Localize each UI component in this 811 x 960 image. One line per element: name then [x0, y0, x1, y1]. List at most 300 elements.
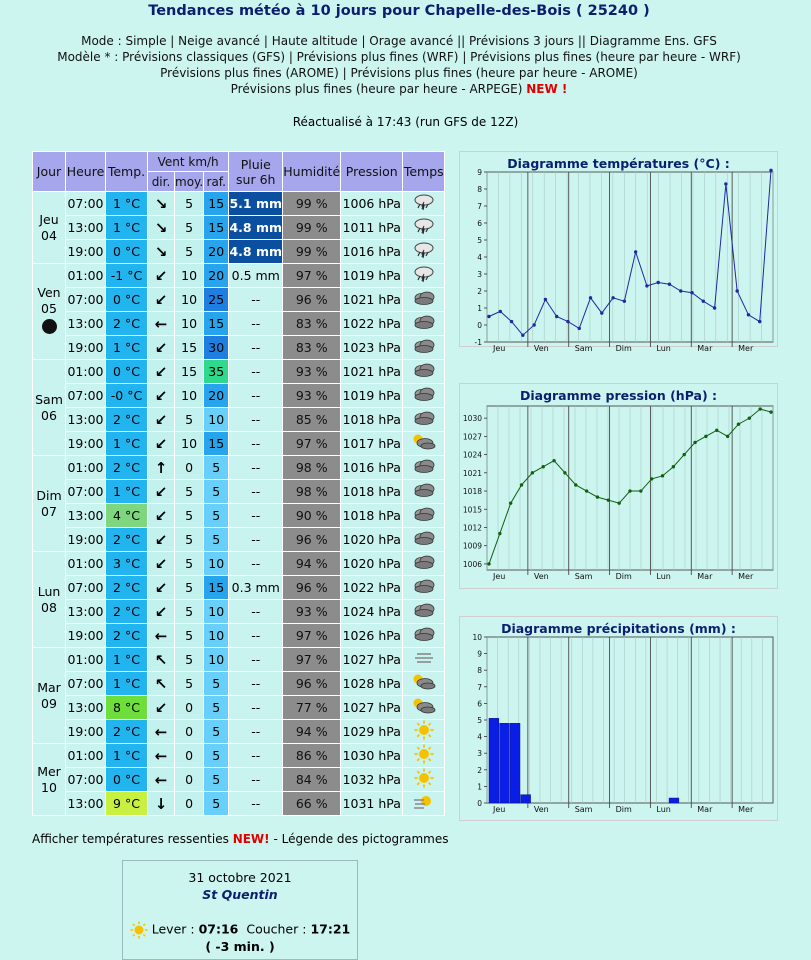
wind-gust-cell: 5 [204, 504, 229, 528]
wind-avg-cell: 5 [175, 600, 204, 624]
temp-cell: 2 °C [106, 408, 148, 432]
y-tick-label: 5 [477, 716, 482, 725]
fog-icon [403, 648, 445, 672]
y-tick-label: 1 [477, 782, 482, 792]
pressure-chart [459, 383, 778, 589]
wind-direction-icon: ↙ [148, 504, 175, 528]
model-wrf[interactable]: Prévisions plus fines (WRF) [296, 50, 459, 64]
x-tick-label: Ven [533, 572, 549, 581]
forecast-row [33, 336, 445, 360]
hour-cell: 01:00 [66, 360, 106, 384]
pressure-cell: 1020 hPa [341, 552, 403, 576]
temp-cell: 0 °C [106, 288, 148, 312]
x-tick-label: Dim [615, 805, 632, 814]
wind-gust-cell: 5 [204, 720, 229, 744]
humidity-cell: 96 % [283, 288, 341, 312]
y-tick-label: 2 [477, 287, 482, 296]
humidity-cell: 83 % [283, 312, 341, 336]
forecast-row [33, 408, 445, 432]
storm-icon [403, 192, 445, 216]
day-cell: Lun 08 [33, 552, 66, 648]
hour-cell: 13:00 [66, 696, 106, 720]
pressure-cell: 1021 hPa [341, 360, 403, 384]
wind-gust-cell: 30 [204, 336, 229, 360]
wind-gust-cell: 5 [204, 672, 229, 696]
col-raf: raf. [204, 172, 229, 192]
wind-avg-cell: 5 [175, 480, 204, 504]
wind-avg-cell: 0 [175, 768, 204, 792]
forecast-row [33, 216, 445, 240]
data-point [690, 291, 693, 294]
rain-cell: 5.1 mm [229, 192, 283, 216]
series-line [489, 170, 771, 335]
wind-avg-cell: 5 [175, 408, 204, 432]
forecast-row [33, 624, 445, 648]
wind-gust-cell: 15 [204, 192, 229, 216]
pressure-cell: 1023 hPa [341, 336, 403, 360]
data-point [715, 429, 718, 432]
rain-cell: -- [229, 312, 283, 336]
humidity-cell: 84 % [283, 768, 341, 792]
sun-cloud-icon [403, 696, 445, 720]
model-links-3 [0, 81, 798, 97]
humidity-cell: 94 % [283, 552, 341, 576]
y-tick-label: 1024 [462, 450, 482, 460]
wind-avg-cell: 10 [175, 264, 204, 288]
data-point [498, 532, 501, 535]
data-point [487, 562, 490, 565]
y-tick-label: 4 [477, 253, 482, 262]
wind-gust-cell: 25 [204, 288, 229, 312]
sun-icon [403, 720, 445, 744]
lever-label: Lever : [151, 921, 195, 937]
wind-avg-cell: 0 [175, 456, 204, 480]
x-tick-label: Ven [533, 805, 549, 814]
humidity-cell: 66 % [283, 792, 341, 816]
mode-links: Mode : Simple | Neige avancé | Haute altitude | Orage avancé || Prévisions 3 jours || Diagramme Ens. GFS [81, 34, 717, 48]
rain-cell: -- [229, 360, 283, 384]
footer-links [32, 832, 448, 846]
temp-cell: 2 °C [106, 624, 148, 648]
day-cell: Ven 05 [33, 264, 66, 360]
forecast-table [32, 151, 445, 816]
humidity-cell: 93 % [283, 360, 341, 384]
y-tick-label: 8 [477, 185, 482, 194]
wind-gust-cell: 5 [204, 696, 229, 720]
wind-direction-icon: ↙ [148, 552, 175, 576]
humidity-cell: 99 % [283, 240, 341, 264]
humidity-cell: 97 % [283, 264, 341, 288]
model-arpege-hourly[interactable]: Prévisions plus fines (heure par heure - ARPEGE) [230, 82, 523, 96]
pressure-cell: 1032 hPa [341, 768, 403, 792]
temp-cell: 1 °C [106, 216, 148, 240]
pressure-cell: 1011 hPa [341, 216, 403, 240]
x-tick-label: Lun [656, 572, 671, 581]
model-wrf-hourly[interactable]: Prévisions plus fines (heure par heure - WRF) [470, 50, 741, 64]
temp-cell: 0 °C [106, 360, 148, 384]
humidity-cell: 96 % [283, 576, 341, 600]
col-humidite: Humidité [283, 152, 341, 192]
humidity-cell: 97 % [283, 648, 341, 672]
x-tick-label: Mar [697, 344, 713, 353]
pressure-cell: 1018 hPa [341, 480, 403, 504]
hour-cell: 07:00 [66, 480, 106, 504]
pressure-cell: 1031 hPa [341, 792, 403, 816]
data-bar [489, 718, 499, 803]
mode-altitude[interactable]: Haute altitude [271, 34, 358, 48]
hour-cell: 07:00 [66, 192, 106, 216]
wind-avg-cell: 10 [175, 384, 204, 408]
forecast-row [33, 576, 445, 600]
chart-title: Diagramme pression (hPa) : [519, 388, 718, 403]
y-tick-label: 1009 [462, 541, 482, 551]
humidity-cell: 96 % [283, 672, 341, 696]
wind-avg-cell: 0 [175, 720, 204, 744]
forecast-row [33, 720, 445, 744]
rain-cell: -- [229, 624, 283, 648]
mode-orage[interactable]: Orage avancé [369, 34, 454, 48]
col-temps: Temps [403, 152, 445, 192]
data-point [758, 407, 761, 410]
wind-avg-cell: 0 [175, 696, 204, 720]
forecast-row [33, 792, 445, 816]
new-badge: NEW ! [526, 82, 568, 96]
cloud-icon [403, 456, 445, 480]
hour-cell: 13:00 [66, 504, 106, 528]
wind-gust-cell: 10 [204, 600, 229, 624]
hour-cell: 07:00 [66, 672, 106, 696]
pressure-cell: 1027 hPa [341, 696, 403, 720]
plot-frame [487, 172, 773, 342]
sun-icon [130, 921, 148, 939]
cloud-icon [403, 360, 445, 384]
data-point [737, 423, 740, 426]
data-point [672, 465, 675, 468]
coucher-label: Coucher : [246, 921, 307, 937]
col-dir: dir. [148, 172, 175, 192]
x-tick-label: Jeu [493, 344, 506, 353]
wind-gust-cell: 5 [204, 528, 229, 552]
temp-cell: -1 °C [106, 264, 148, 288]
col-pluie: Pluie sur 6h [229, 152, 283, 192]
x-tick-label: Jeu [493, 805, 506, 814]
forecast-row [33, 240, 445, 264]
x-tick-label: Lun [656, 805, 671, 814]
model-links-2: Prévisions plus fines (AROME) | Prévisions plus fines (heure par heure - AROME) [160, 66, 638, 80]
cloud-icon [403, 384, 445, 408]
data-point [748, 416, 751, 419]
rain-cell: -- [229, 768, 283, 792]
forecast-row [33, 456, 445, 480]
rain-cell: -- [229, 696, 283, 720]
temp-cell: 0 °C [106, 240, 148, 264]
model-arome[interactable]: Prévisions plus fines (AROME) [160, 66, 339, 80]
humidity-cell: 83 % [283, 336, 341, 360]
data-point [510, 320, 513, 323]
rain-cell: -- [229, 648, 283, 672]
pressure-cell: 1020 hPa [341, 528, 403, 552]
data-point [704, 435, 707, 438]
pressure-cell: 1018 hPa [341, 504, 403, 528]
wind-direction-icon: ← [148, 624, 175, 648]
wind-direction-icon: ↓ [148, 792, 175, 816]
legende-link[interactable]: Légende des pictogrammes [281, 832, 449, 846]
hour-cell: 01:00 [66, 744, 106, 768]
pressure-cell: 1018 hPa [341, 408, 403, 432]
pressure-cell: 1006 hPa [341, 192, 403, 216]
data-point [623, 300, 626, 303]
x-tick-label: Mar [697, 572, 713, 581]
hour-cell: 01:00 [66, 456, 106, 480]
wind-avg-cell: 5 [175, 552, 204, 576]
data-point [578, 327, 581, 330]
hour-cell: 19:00 [66, 240, 106, 264]
temp-cell: 2 °C [106, 576, 148, 600]
data-point [650, 477, 653, 480]
sun-diff: ( -3 min. ) [205, 939, 275, 954]
rain-cell: -- [229, 288, 283, 312]
page-title: Tendances météo à 10 jours pour Chapelle-des-Bois ( 25240 ) [148, 3, 650, 19]
data-point [726, 435, 729, 438]
model-arome-hourly[interactable]: Prévisions plus fines (heure par heure - AROME) [350, 66, 638, 80]
forecast-row [33, 600, 445, 624]
hour-cell: 01:00 [66, 648, 106, 672]
data-point [617, 501, 620, 504]
hour-cell: 13:00 [66, 216, 106, 240]
y-tick-label: 6 [477, 219, 482, 228]
data-bar [521, 795, 531, 803]
wind-gust-cell: 20 [204, 264, 229, 288]
humidity-cell: 86 % [283, 744, 341, 768]
lever-time: 07:16 [198, 921, 239, 937]
hour-cell: 13:00 [66, 312, 106, 336]
mode-3jours[interactable]: Prévisions 3 jours [469, 34, 575, 48]
x-tick-label: Sam [574, 572, 593, 581]
y-tick-label: 1015 [462, 505, 482, 515]
new-badge: NEW! [232, 832, 270, 846]
data-point [563, 471, 566, 474]
data-point [735, 289, 738, 292]
temp-cell: 1 °C [106, 480, 148, 504]
chart-title: Diagramme températures (°C) : [507, 156, 730, 171]
rain-cell: 0.3 mm [229, 576, 283, 600]
cloud-icon [403, 552, 445, 576]
col-jour: Jour [33, 152, 66, 192]
wind-direction-icon: ↘ [148, 216, 175, 240]
ressenti-link[interactable]: Afficher températures ressenties [32, 832, 229, 846]
x-tick-label: Mar [697, 805, 713, 814]
wind-gust-cell: 15 [204, 432, 229, 456]
rain-cell: -- [229, 456, 283, 480]
cloud-icon [403, 504, 445, 528]
x-tick-label: Sam [574, 805, 593, 814]
wind-direction-icon: ← [148, 720, 175, 744]
x-tick-label: Lun [656, 344, 671, 353]
forecast-row [33, 528, 445, 552]
wind-direction-icon: ↙ [148, 480, 175, 504]
data-bar [669, 798, 679, 803]
rain-cell: -- [229, 504, 283, 528]
wind-gust-cell: 5 [204, 768, 229, 792]
wind-direction-icon: ← [148, 744, 175, 768]
new-moon-icon [42, 319, 57, 334]
day-cell: Mar 09 [33, 648, 66, 744]
hour-cell: 07:00 [66, 384, 106, 408]
pressure-cell: 1029 hPa [341, 720, 403, 744]
temp-cell: 0 °C [106, 768, 148, 792]
rain-cell: -- [229, 600, 283, 624]
forecast-row [33, 384, 445, 408]
temp-cell: 2 °C [106, 600, 148, 624]
humidity-cell: 97 % [283, 624, 341, 648]
forecast-row [33, 672, 445, 696]
sun-cloud-icon [403, 432, 445, 456]
temp-cell: 1 °C [106, 336, 148, 360]
hour-cell: 13:00 [66, 408, 106, 432]
wind-avg-cell: 0 [175, 792, 204, 816]
x-tick-label: Dim [615, 572, 632, 581]
wind-avg-cell: 5 [175, 648, 204, 672]
hour-cell: 07:00 [66, 288, 106, 312]
mode-neige[interactable]: Neige avancé [178, 34, 261, 48]
data-point [661, 474, 664, 477]
cloud-icon [403, 336, 445, 360]
cloud-icon [403, 528, 445, 552]
wind-direction-icon: ↙ [148, 264, 175, 288]
x-tick-label: Mer [738, 805, 754, 814]
hour-cell: 13:00 [66, 792, 106, 816]
y-tick-label: 1006 [462, 559, 482, 569]
data-point [589, 296, 592, 299]
model-links-1: Modèle * : Prévisions classiques (GFS) | Prévisions plus fines (WRF) | Prévisions plus fines (heure par heure - WRF) [57, 50, 741, 64]
wind-avg-cell: 5 [175, 240, 204, 264]
y-tick-label: 9 [477, 649, 482, 659]
data-point [668, 283, 671, 286]
forecast-row [33, 648, 445, 672]
wind-avg-cell: 15 [175, 360, 204, 384]
rain-cell: -- [229, 336, 283, 360]
humidity-cell: 99 % [283, 216, 341, 240]
data-point [679, 289, 682, 292]
forecast-row [33, 480, 445, 504]
temp-cell: 8 °C [106, 696, 148, 720]
humidity-cell: 98 % [283, 480, 341, 504]
chart-title: Diagramme précipitations (mm) : [501, 621, 736, 636]
forecast-row [33, 360, 445, 384]
x-tick-label: Dim [615, 344, 632, 353]
wind-gust-cell: 20 [204, 384, 229, 408]
rain-cell: -- [229, 528, 283, 552]
wind-gust-cell: 15 [204, 216, 229, 240]
y-tick-label: 6 [477, 699, 482, 709]
wind-direction-icon: ↖ [148, 672, 175, 696]
temp-cell: 1 °C [106, 192, 148, 216]
hour-cell: 01:00 [66, 264, 106, 288]
temp-cell: 9 °C [106, 792, 148, 816]
y-tick-label: 9 [477, 168, 482, 177]
wind-gust-cell: 5 [204, 744, 229, 768]
temp-cell: 3 °C [106, 552, 148, 576]
pressure-cell: 1017 hPa [341, 432, 403, 456]
wind-gust-cell: 10 [204, 624, 229, 648]
data-point [634, 250, 637, 253]
data-point [542, 465, 545, 468]
wind-direction-icon: ↙ [148, 288, 175, 312]
wind-direction-icon: ↘ [148, 240, 175, 264]
hour-cell: 19:00 [66, 336, 106, 360]
rain-cell: -- [229, 480, 283, 504]
wind-direction-icon: ↘ [148, 192, 175, 216]
pressure-cell: 1028 hPa [341, 672, 403, 696]
wind-direction-icon: ↙ [148, 432, 175, 456]
hour-cell: 19:00 [66, 528, 106, 552]
temp-cell: 1 °C [106, 648, 148, 672]
pressure-cell: 1022 hPa [341, 576, 403, 600]
data-point [628, 489, 631, 492]
pressure-cell: 1019 hPa [341, 264, 403, 288]
humidity-cell: 96 % [283, 528, 341, 552]
y-tick-label: 7 [477, 682, 482, 692]
sun-cloud-icon [403, 672, 445, 696]
data-point [657, 281, 660, 284]
day-cell: Sam 06 [33, 360, 66, 456]
model-gfs[interactable]: Modèle * : Prévisions classiques (GFS) [57, 50, 285, 64]
y-tick-label: 3 [477, 270, 482, 279]
forecast-row [33, 264, 445, 288]
data-point [639, 489, 642, 492]
sun-box [122, 860, 358, 960]
humidity-cell: 93 % [283, 384, 341, 408]
cloud-icon [403, 624, 445, 648]
rain-cell: -- [229, 744, 283, 768]
temp-cell: 4 °C [106, 504, 148, 528]
hour-cell: 13:00 [66, 600, 106, 624]
data-point [724, 182, 727, 185]
temp-cell: 2 °C [106, 528, 148, 552]
hour-cell: 07:00 [66, 768, 106, 792]
sep: || [577, 34, 586, 48]
mode-simple[interactable]: Mode : Simple [81, 34, 167, 48]
wind-gust-cell: 5 [204, 792, 229, 816]
rain-cell: 4.8 mm [229, 240, 283, 264]
x-tick-label: Mer [738, 344, 754, 353]
hour-cell: 19:00 [66, 432, 106, 456]
forecast-row [33, 696, 445, 720]
cloud-icon [403, 408, 445, 432]
rain-cell: 0.5 mm [229, 264, 283, 288]
data-point [702, 300, 705, 303]
wind-gust-cell: 10 [204, 408, 229, 432]
data-point [600, 311, 603, 314]
temp-cell: 2 °C [106, 456, 148, 480]
data-point [758, 320, 761, 323]
wind-avg-cell: 15 [175, 336, 204, 360]
rain-cell: -- [229, 552, 283, 576]
wind-gust-cell: 15 [204, 576, 229, 600]
y-tick-label: 1030 [462, 414, 482, 424]
humidity-cell: 85 % [283, 408, 341, 432]
mode-ens-gfs[interactable]: Diagramme Ens. GFS [589, 34, 717, 48]
wind-avg-cell: 5 [175, 504, 204, 528]
cloud-icon [403, 480, 445, 504]
cloud-icon [403, 312, 445, 336]
temp-cell: 1 °C [106, 744, 148, 768]
y-tick-label: 1018 [462, 487, 482, 497]
wind-direction-icon: ↙ [148, 336, 175, 360]
wind-gust-cell: 5 [204, 480, 229, 504]
data-point [566, 320, 569, 323]
pressure-cell: 1030 hPa [341, 744, 403, 768]
